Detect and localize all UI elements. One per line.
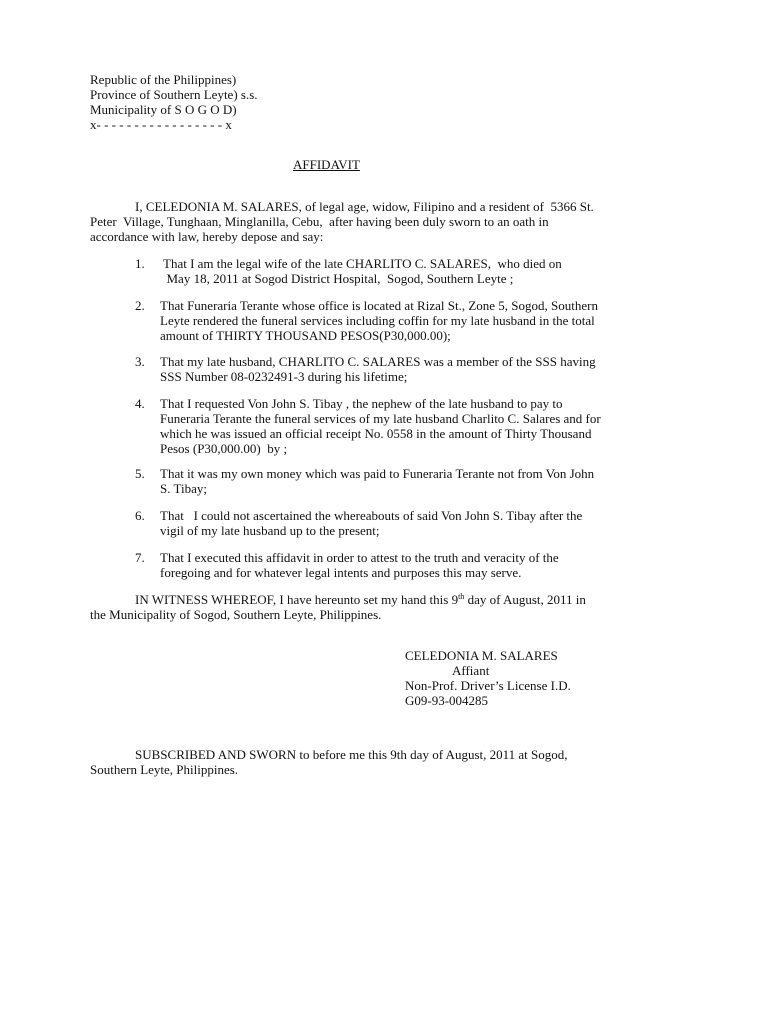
item-2-number: 2. [135,298,145,313]
item-2-line-3: amount of THIRTY THOUSAND PESOS(P30,000.00); [160,328,451,343]
item-4-line-4: Pesos (P30,000.00) by ; [160,441,288,456]
item-6-line-2: vigil of my late husband up to the present; [160,523,380,538]
affiant-role: Affiant [452,663,490,678]
item-7-number: 7. [135,550,145,565]
witness-superscript: th [458,592,465,601]
affiant-id-number: G09-93-004285 [405,693,489,708]
caption-separator: x- - - - - - - - - - - - - - - - - x [90,117,232,132]
item-4-line-3: which he was issued an official receipt No. 0558 in the amount of Thirty Thousand [160,426,592,441]
item-1-line-2: May 18, 2011 at Sogod District Hospital, Sogod, Southern Leyte ; [160,271,514,286]
item-3-line-2: SSS Number 08-0232491-3 during his lifetime; [160,369,408,384]
witness-line-1 [135,592,586,607]
item-7-line-2: foregoing and for whatever legal intents and purposes this may serve. [160,565,522,580]
item-6-line-1: That I could not ascertained the whereabouts of said Von John S. Tibay after the [160,508,583,523]
item-1-line-1: That I am the legal wife of the late CHARLITO C. SALARES, who died on [160,256,562,271]
intro-line-3: accordance with law, hereby depose and say: [90,229,324,244]
caption-province: Province of Southern Leyte) s.s. [90,87,258,102]
item-2-line-1: That Funeraria Terante whose office is located at Rizal St., Zone 5, Sogod, Southern [160,298,598,313]
item-3-number: 3. [135,354,145,369]
item-4-line-2: Funeraria Terante the funeral services of my late husband Charlito C. Salares and for [160,411,601,426]
document-title: AFFIDAVIT [293,157,360,172]
item-5-number: 5. [135,466,145,481]
item-7-line-1: That I executed this affidavit in order to attest to the truth and veracity of the [160,550,559,565]
item-5-line-1: That it was my own money which was paid to Funeraria Terante not from Von John [160,466,595,481]
affiant-name: CELEDONIA M. SALARES [405,648,558,663]
caption-municipality: Municipality of S O G O D) [90,102,237,117]
intro-line-2: Peter Village, Tunghaan, Minglanilla, Cebu, after having been duly sworn to an oath in [90,214,549,229]
item-1-number: 1. [135,256,145,271]
affiant-id-type: Non-Prof. Driver’s License I.D. [405,678,571,693]
item-4-number: 4. [135,396,145,411]
witness-line-1-end: day of August, 2011 in [464,592,586,607]
item-6-number: 6. [135,508,145,523]
witness-line-1-text: IN WITNESS WHEREOF, I have hereunto set my hand this 9 [135,592,459,607]
jurat-line-2: Southern Leyte, Philippines. [90,762,239,777]
witness-line-2: the Municipality of Sogod, Southern Leyte, Philippines. [90,607,382,622]
caption-republic: Republic of the Philippines) [90,72,237,87]
item-5-line-2: S. Tibay; [160,481,207,496]
jurat-line-1: SUBSCRIBED AND SWORN to before me this 9th day of August, 2011 at Sogod, [135,747,568,762]
item-2-line-2: Leyte rendered the funeral services including coffin for my late husband in the total [160,313,595,328]
item-3-line-1: That my late husband, CHARLITO C. SALARES was a member of the SSS having [160,354,596,369]
item-4-line-1: That I requested Von John S. Tibay , the nephew of the late husband to pay to [160,396,563,411]
intro-line-1: I, CELEDONIA M. SALARES, of legal age, widow, Filipino and a resident of 5366 St. [135,199,594,214]
